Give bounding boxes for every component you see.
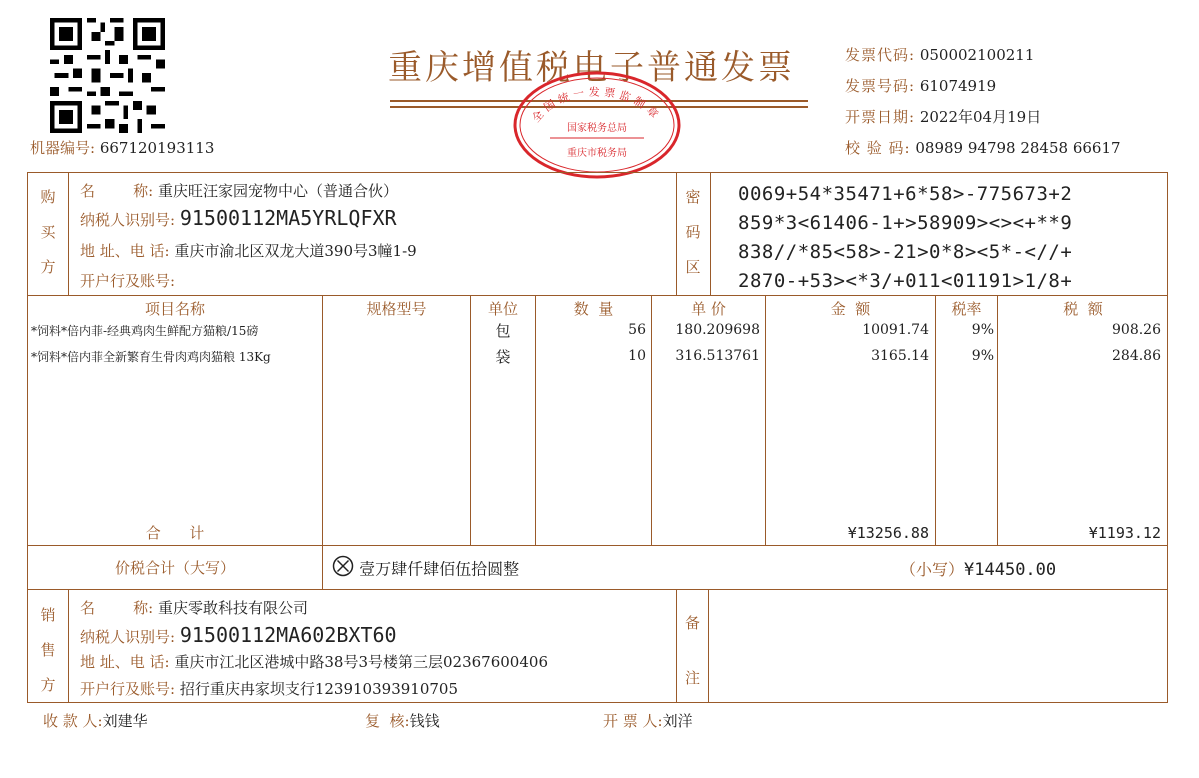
reviewer: 复 核:钱钱 (365, 712, 440, 730)
remark-label: 注 (684, 669, 700, 687)
seller-address: 地 址、电 话: 重庆市江北区港城中路38号3号楼第三层02367600406 (80, 653, 548, 671)
col-header-amount: 金 额 (830, 300, 871, 318)
seller-name: 名 称: 重庆零敢科技有限公司 (80, 599, 308, 617)
buyer-address: 地 址、电 话: 重庆市渝北区双龙大道390号3幢1-9 (80, 242, 417, 260)
invoice-code: 发票代码: 050002100211 (845, 46, 1035, 64)
issue-date: 开票日期: 2022年04月19日 (845, 108, 1042, 126)
remark-label: 备 (684, 614, 700, 632)
seller-tax-id: 纳税人识别号: 91500112MA602BXT60 (80, 623, 397, 647)
grand-total-uppercase: 壹万肆仟肆佰伍拾圆整 (332, 555, 519, 581)
stamp-line-2: 国家税务总局 (567, 123, 627, 134)
buyer-side-label: 购 买 方 (40, 188, 56, 276)
total-label: 合 计 (145, 524, 205, 542)
stamp-line-3: 重庆市税务局 (567, 148, 627, 159)
machine-number: 机器编号: 667120193113 (30, 139, 215, 157)
item-name: *饲料*倍内菲全新繁育生骨肉鸡肉猫粮 13Kg (31, 350, 271, 364)
col-header-item: 项目名称 (144, 300, 205, 318)
col-header-price: 单 价 (691, 300, 726, 318)
seller-side-label: 销 售 方 (40, 606, 56, 694)
invoice-title: 重庆增值税电子普通发票 (388, 48, 795, 88)
cipher-side-label: 密 码 区 (685, 188, 701, 276)
divider (27, 545, 1168, 546)
item-unit: 袋 (495, 348, 511, 366)
col-header-qty: 数 量 (573, 300, 614, 318)
item-rate: 9% (971, 322, 994, 338)
item-unit: 包 (495, 322, 511, 340)
official-stamp (512, 70, 682, 180)
svg-text:全国统一发票监制章 (529, 85, 665, 125)
buyer-bank: 开户行及账号: (80, 272, 176, 290)
x-circle-icon (332, 555, 354, 581)
issuer: 开 票 人:刘洋 (603, 712, 693, 730)
invoice-number: 发票号码: 61074919 (845, 77, 997, 95)
item-qty: 56 (628, 322, 646, 338)
seller-bank: 开户行及账号: 招行重庆冉家坝支行123910393910705 (80, 680, 458, 698)
item-amount: 10091.74 (862, 322, 929, 338)
divider (27, 589, 1168, 590)
total-tax: ¥1193.12 (1088, 524, 1161, 542)
item-price: 316.513761 (675, 348, 760, 364)
grand-total-label: 价税合计（大写） (114, 559, 235, 577)
total-amount: ¥13256.88 (847, 524, 929, 542)
item-name: *饲料*倍内菲-经典鸡肉生鲜配方猫粮/15磅 (31, 324, 259, 338)
buyer-tax-id: 纳税人识别号: 91500112MA5YRLQFXR (80, 206, 397, 230)
item-qty: 10 (628, 348, 646, 364)
col-header-rate: 税率 (951, 300, 982, 318)
grand-total-small: （小写）¥14450.00 (900, 560, 1057, 580)
item-price: 180.209698 (675, 322, 760, 338)
item-tax: 284.86 (1112, 348, 1161, 364)
col-header-tax: 税 额 (1063, 300, 1103, 318)
item-rate: 9% (971, 348, 994, 364)
qr-code (50, 18, 165, 133)
buyer-name: 名 称: 重庆旺汪家园宠物中心（普通合伙） (80, 182, 398, 200)
cipher-text: 0069+54*35471+6*58>-775673+2 859*3<61406-1+>58909><><+**9 838//*85<58>-21>0*8><5*-<//+ 2870-+53><*3/+011<01191>1/8+ (738, 183, 1073, 292)
payee: 收 款 人:刘建华 (43, 712, 148, 730)
stamp-arc-text: 全国统一发票监制章 (529, 85, 664, 125)
col-header-spec: 规格型号 (366, 300, 427, 318)
col-header-unit: 单位 (487, 300, 518, 318)
check-code: 校 验 码: 08989 94798 28458 66617 (845, 139, 1121, 157)
item-amount: 3165.14 (871, 348, 929, 364)
item-tax: 908.26 (1112, 322, 1161, 338)
